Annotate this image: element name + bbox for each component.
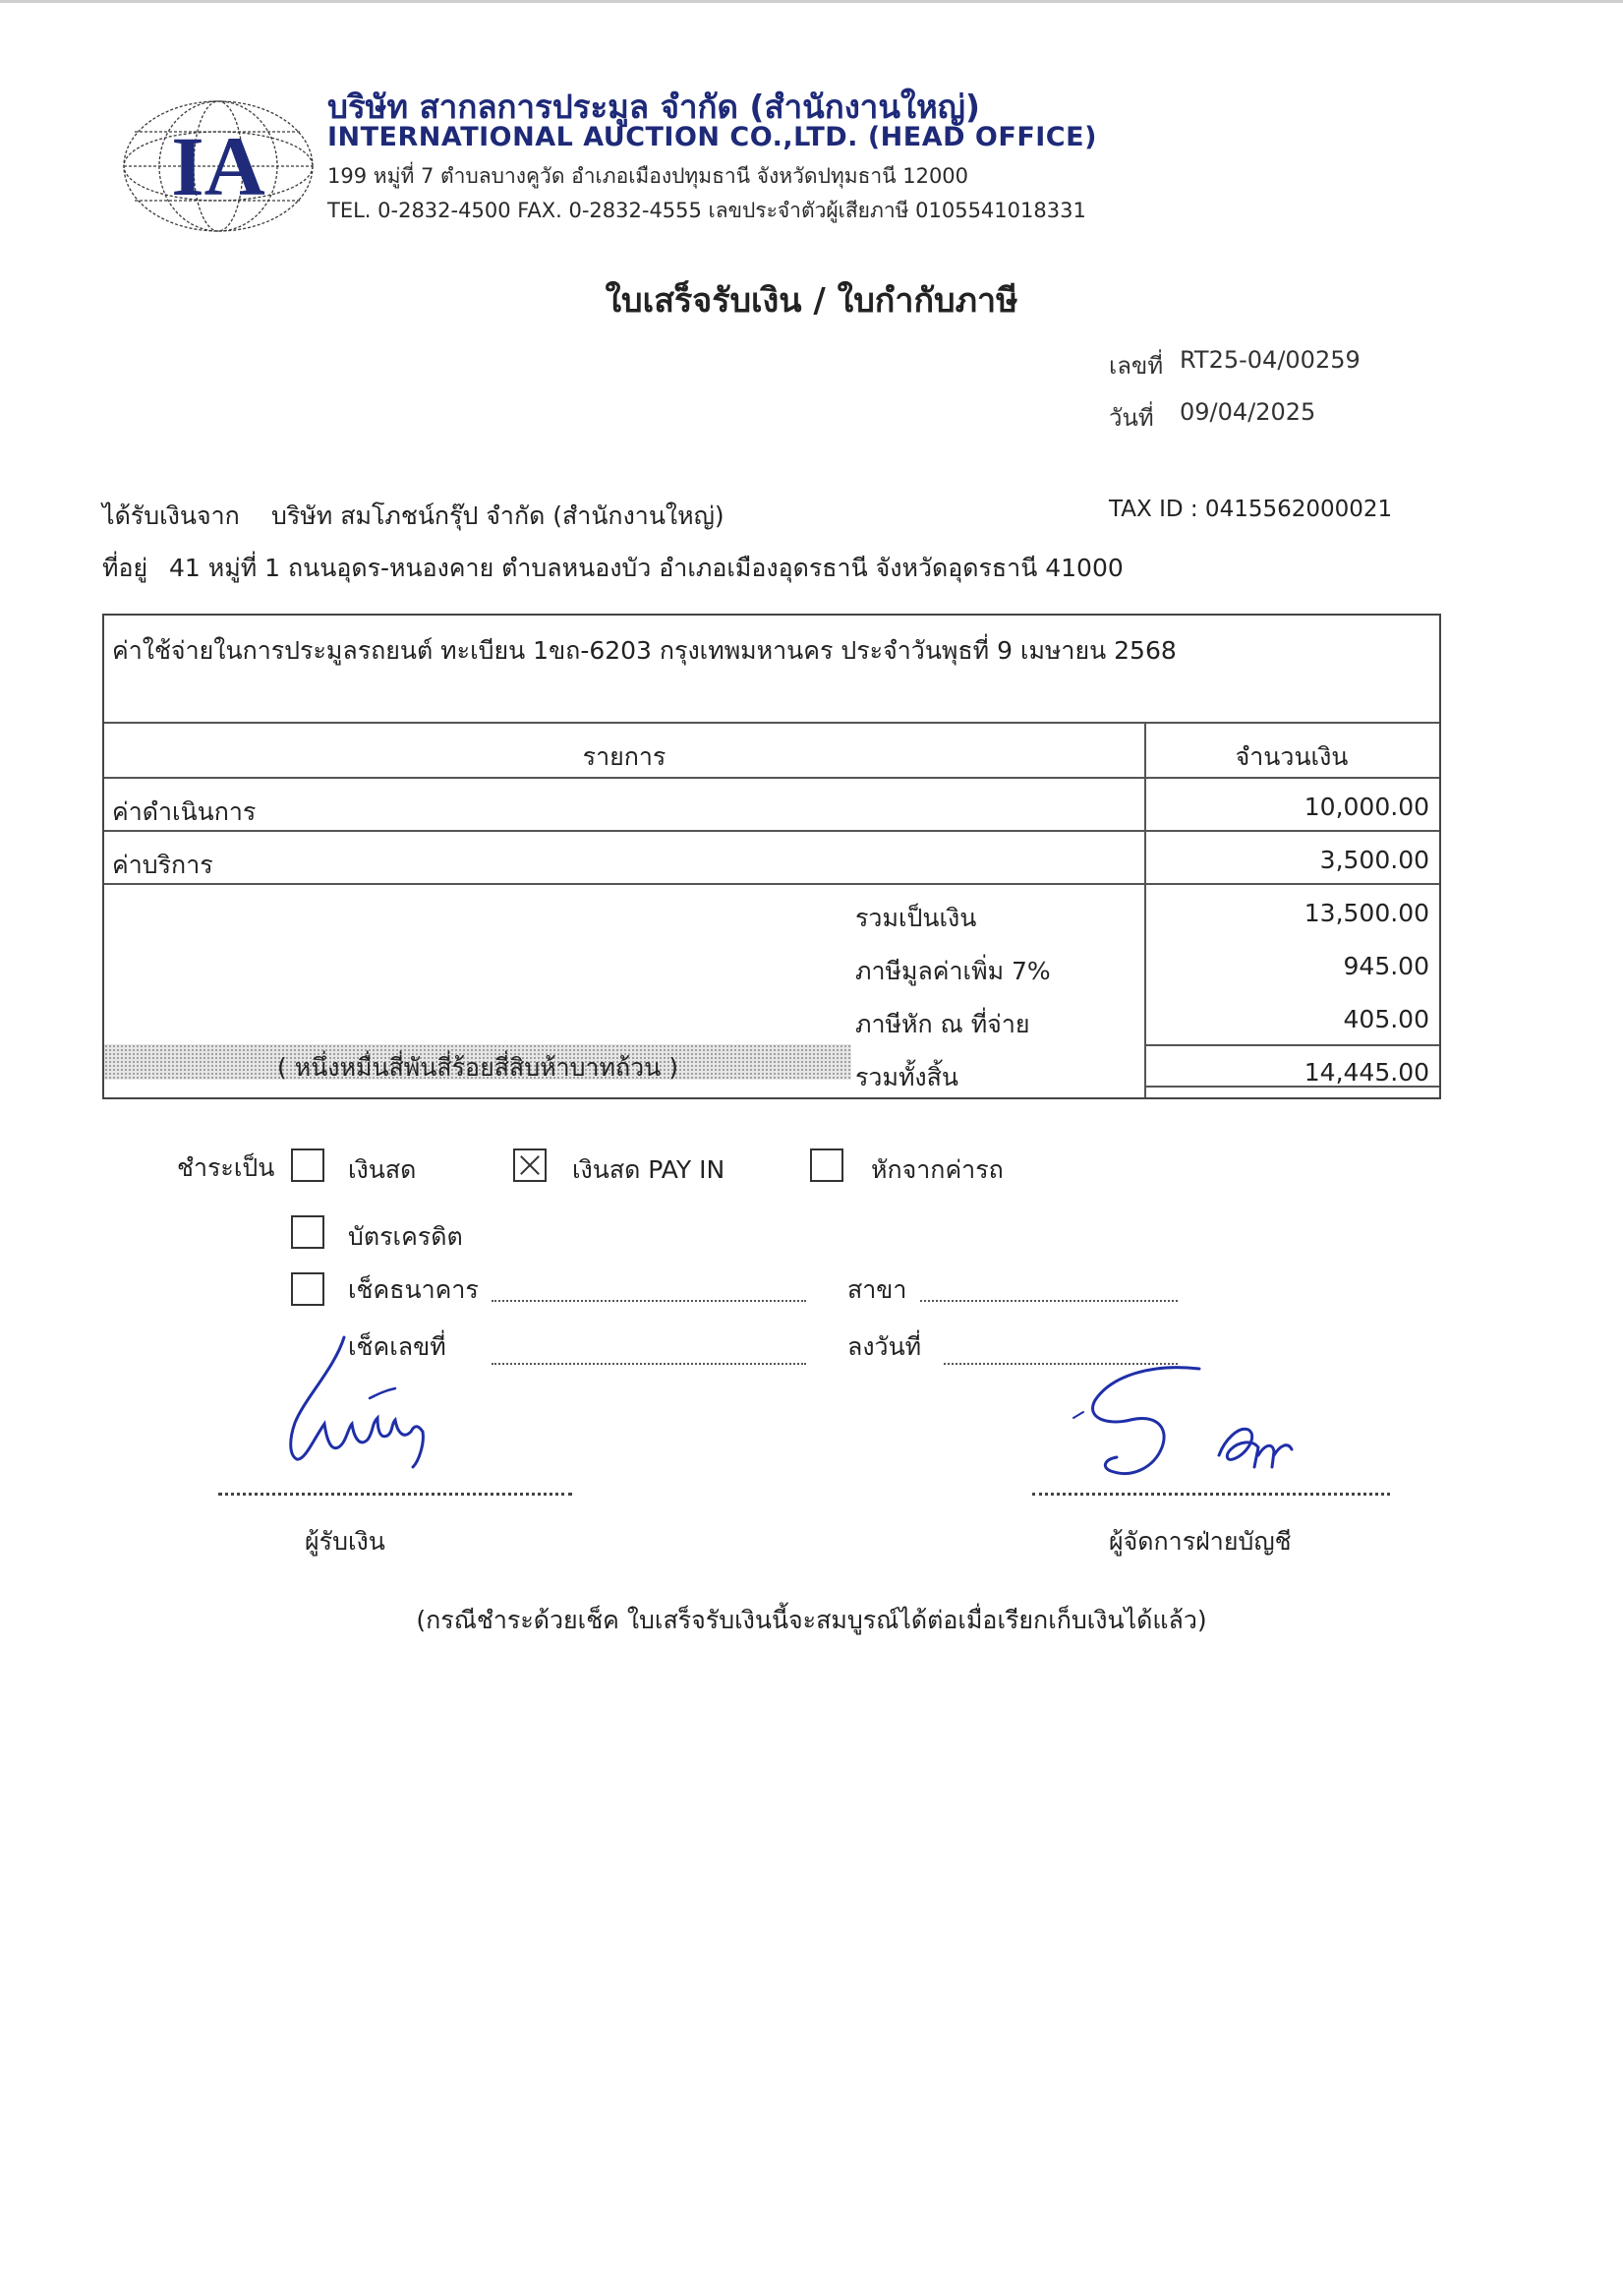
vat-label: ภาษีมูลค่าเพิ่ม 7% — [855, 957, 1051, 985]
logo-lettering: IA — [171, 119, 265, 213]
line-item-amount: 10,000.00 — [1304, 793, 1429, 821]
cheque-date-label: ลงวันที่ — [847, 1332, 922, 1361]
customer-name: บริษัท สมโภชน์กรุ๊ป จำกัด (สำนักงานใหญ่) — [271, 501, 725, 530]
receipt-table — [102, 614, 1441, 1099]
received-from-label: ได้รับเงินจาก — [102, 501, 240, 530]
line-item-amount: 3,500.00 — [1319, 846, 1429, 874]
company-contact: TEL. 0-2832-4500 FAX. 0-2832-4555 เลขประจำตัวผู้เสียภาษี 0105541018331 — [327, 199, 1086, 222]
table-description: ค่าใช้จ่ายในการประมูลรถยนต์ ทะเบียน 1ขถ-6203 กรุงเทพมหานคร ประจำวันพุธที่ 9 เมษายน 2568 — [112, 636, 1177, 665]
manager-signature — [1072, 1357, 1327, 1495]
total-divider — [1144, 1044, 1439, 1046]
company-address: 199 หมู่ที่ 7 ตำบลบางคูวัด อำเภอเมืองปทุมธานี จังหวัดปทุมธานี 12000 — [327, 164, 969, 188]
company-name-th: บริษัท สากลการประมูล จำกัด (สำนักงานใหญ่) — [327, 88, 980, 126]
manager-signature-line — [1032, 1493, 1390, 1496]
checkbox-credit-card[interactable] — [291, 1215, 324, 1249]
receipt-date: 09/04/2025 — [1180, 398, 1316, 426]
checkbox-cash[interactable] — [291, 1148, 324, 1182]
bank-cheque-field[interactable] — [492, 1300, 806, 1302]
receipt-number-label: เลขที่ — [1109, 352, 1164, 380]
receipt-number: RT25-04/00259 — [1180, 346, 1361, 374]
option-bank-cheque-label: เช็คธนาคาร — [348, 1275, 479, 1304]
receiver-signature — [275, 1329, 462, 1477]
receipt-date-label: วันที่ — [1109, 404, 1154, 432]
checkbox-deduct-from-car[interactable] — [810, 1148, 843, 1182]
subtotal-amount: 13,500.00 — [1304, 899, 1429, 927]
cheque-number-label: เช็คเลขที่ — [348, 1332, 446, 1361]
subtotal-label: รวมเป็นเงิน — [855, 904, 977, 932]
table-divider — [104, 883, 1439, 885]
amount-in-words: ( หนึ่งหมื่นสี่พันสี่ร้อยสี่สิบห้าบาทถ้วน ) — [277, 1053, 678, 1082]
scan-top-edge — [0, 0, 1623, 3]
pay-by-label: ชำระเป็น — [177, 1153, 275, 1182]
line-item-label: ค่าบริการ — [112, 851, 213, 879]
checkbox-bank-cheque[interactable] — [291, 1272, 324, 1306]
grand-total-amount: 14,445.00 — [1304, 1058, 1429, 1087]
table-divider — [104, 722, 1439, 724]
option-cash-label: เงินสด — [348, 1155, 417, 1184]
withholding-tax-amount: 405.00 — [1343, 1005, 1429, 1033]
option-deduct-from-car-label: หักจากค่ารถ — [871, 1155, 1004, 1184]
receiver-label: ผู้รับเงิน — [305, 1527, 385, 1556]
document-title: ใบเสร็จรับเงิน / ใบกำกับภาษี — [605, 281, 1018, 321]
column-header-amount: จำนวนเงิน — [1235, 742, 1349, 771]
manager-label: ผู้จัดการฝ่ายบัญชี — [1109, 1527, 1292, 1556]
company-logo — [120, 96, 317, 236]
customer-address: 41 หมู่ที่ 1 ถนนอุดร-หนองคาย ตำบลหนองบัว อำเภอเมืองอุดรธานี จังหวัดอุดรธานี 41000 — [169, 554, 1124, 582]
customer-tax-id: TAX ID : 0415562000021 — [1109, 497, 1393, 522]
customer-address-label: ที่อยู่ — [102, 554, 148, 582]
vat-amount: 945.00 — [1343, 952, 1429, 980]
total-double-rule — [1144, 1086, 1439, 1088]
branch-field[interactable] — [920, 1300, 1178, 1302]
company-name-en: INTERNATIONAL AUCTION CO.,LTD. (HEAD OFFICE) — [327, 122, 1097, 152]
withholding-tax-label: ภาษีหัก ณ ที่จ่าย — [855, 1010, 1030, 1038]
column-header-item: รายการ — [582, 742, 667, 771]
checkbox-cash-pay-in[interactable] — [513, 1148, 547, 1182]
option-credit-card-label: บัตรเครดิต — [348, 1222, 463, 1251]
table-divider — [104, 830, 1439, 832]
table-divider — [104, 777, 1439, 779]
grand-total-label: รวมทั้งสิ้น — [855, 1063, 958, 1091]
footer-note: (กรณีชำระด้วยเช็ค ใบเสร็จรับเงินนี้จะสมบูรณ์ได้ต่อเมื่อเรียกเก็บเงินได้แล้ว) — [416, 1606, 1207, 1634]
receiver-signature-line — [218, 1493, 572, 1496]
option-cash-pay-in-label: เงินสด PAY IN — [572, 1155, 725, 1184]
line-item-label: ค่าดำเนินการ — [112, 797, 257, 826]
branch-label: สาขา — [847, 1275, 907, 1304]
cheque-number-field[interactable] — [492, 1363, 806, 1365]
